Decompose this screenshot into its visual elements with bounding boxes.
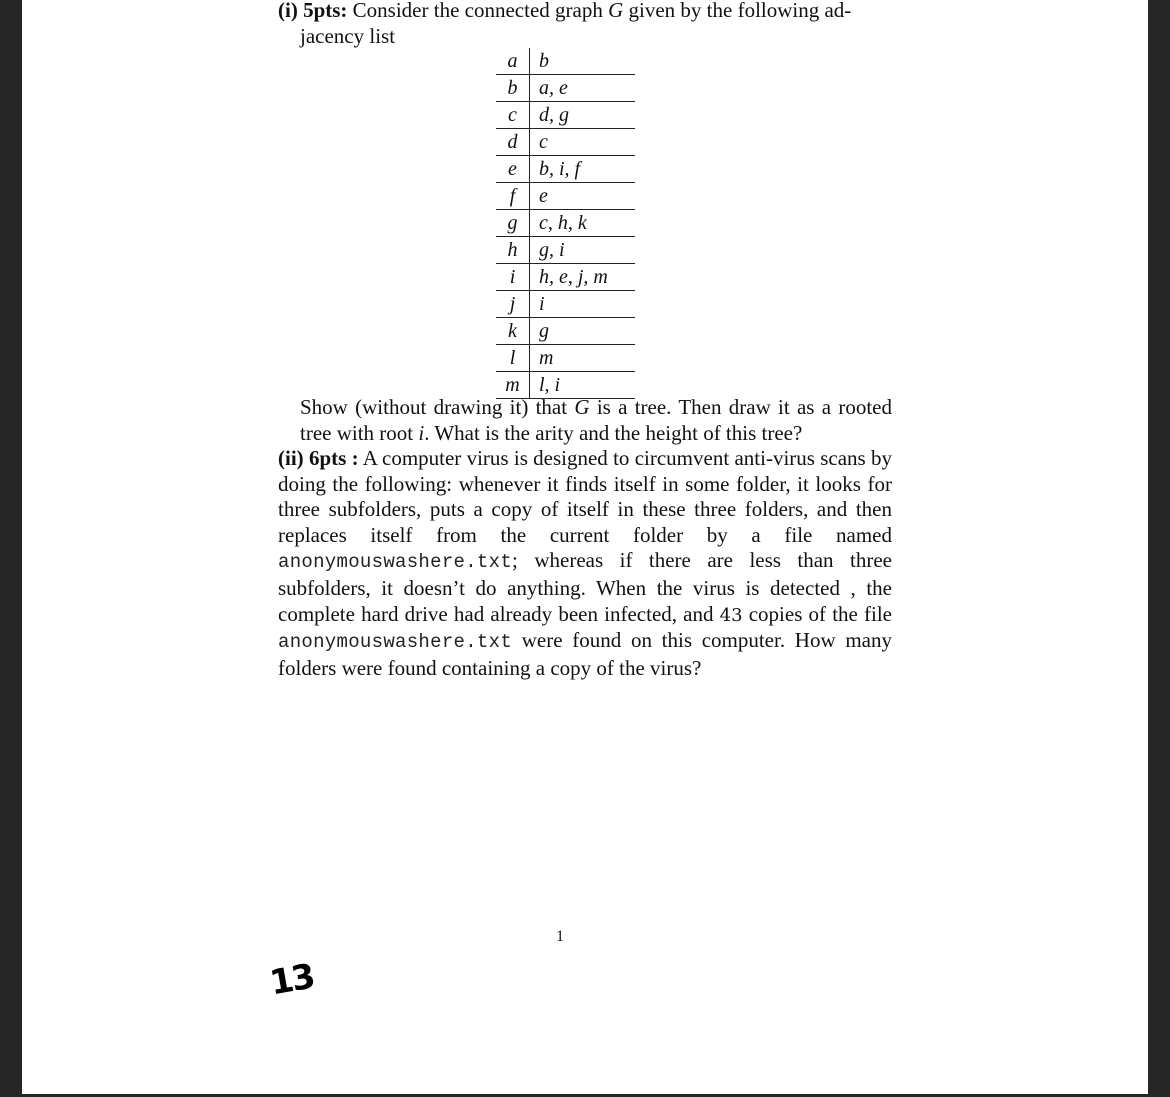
adjacency-vertex: a <box>496 48 530 75</box>
q1-root-var: i <box>418 420 425 445</box>
adjacency-vertex: b <box>496 75 530 102</box>
adjacency-row <box>496 345 635 372</box>
adjacency-vertex: e <box>496 156 530 183</box>
q1-intro-line <box>278 0 898 24</box>
q2-paragraph <box>278 446 892 681</box>
adjacency-vertex: h <box>496 237 530 264</box>
adjacency-neighbors: e <box>530 183 636 210</box>
q2-text-b: ; whereas if there are less than three subfolders, it doesn’t do anything. When the virus is detected , the complete hard drive had already been infected, and <box>278 548 892 626</box>
adjacency-vertex: d <box>496 129 530 156</box>
adjacency-vertex: c <box>496 102 530 129</box>
adjacency-neighbors: a, e <box>530 75 636 102</box>
adjacency-row <box>496 264 635 291</box>
page-number: 1 <box>556 928 564 945</box>
q1-intro-continuation: jacency list <box>300 23 396 48</box>
adjacency-row <box>496 75 635 102</box>
q2-text-a: A computer virus is designed to circumvent anti-virus scans by doing the following: whenever it finds itself in some folder, it looks for three subfolders, puts a copy of itself in these three folders, and then replaces itself from the current folder by a file named <box>278 446 892 547</box>
adjacency-neighbors: i <box>530 291 636 318</box>
adjacency-row <box>496 237 635 264</box>
adjacency-vertex: l <box>496 345 530 372</box>
adjacency-vertex: f <box>496 183 530 210</box>
adjacency-vertex: m <box>496 372 530 399</box>
adjacency-row <box>496 183 635 210</box>
adjacency-row <box>496 318 635 345</box>
q1-question-c: . What is the arity and the height of this tree? <box>424 420 803 445</box>
adjacency-neighbors: c <box>530 129 636 156</box>
adjacency-vertex: k <box>496 318 530 345</box>
adjacency-row <box>496 48 635 75</box>
q2-count: 43 <box>719 604 743 626</box>
q2-filename-2: anonymouswashere.txt <box>278 631 513 654</box>
q1-question-a: Show (without drawing it) that <box>300 395 575 419</box>
q2-text-c: copies of the file <box>742 601 892 626</box>
q1-intro-b: given by the following ad- <box>623 0 852 22</box>
adjacency-row <box>496 129 635 156</box>
adjacency-row <box>496 156 635 183</box>
q1-graph-var: G <box>608 0 624 22</box>
adjacency-vertex: j <box>496 291 530 318</box>
q2-text-d: were found on this computer. How many folders were found containing a copy of the virus? <box>278 628 892 680</box>
adjacency-neighbors: b, i, f <box>530 156 636 183</box>
adjacency-neighbors: c, h, k <box>530 210 636 237</box>
q2-filename-1: anonymouswashere.txt <box>278 551 513 574</box>
q2-label: (ii) 6pts : <box>278 446 359 470</box>
adjacency-neighbors: l, i <box>530 372 636 399</box>
adjacency-vertex: i <box>496 264 530 291</box>
adjacency-vertex: g <box>496 210 530 237</box>
adjacency-table <box>496 48 635 399</box>
handwritten-note: 13 <box>266 956 317 1004</box>
adjacency-neighbors: m <box>530 345 636 372</box>
q1-intro-a: Consider the connected graph <box>347 0 609 22</box>
adjacency-neighbors: b <box>530 48 636 75</box>
adjacency-neighbors: h, e, j, m <box>530 264 636 291</box>
adjacency-neighbors: g <box>530 318 636 345</box>
adjacency-row <box>496 102 635 129</box>
adjacency-row <box>496 210 635 237</box>
q1-question-var: G <box>574 395 590 419</box>
adjacency-row <box>496 291 635 318</box>
q1-question <box>300 395 892 446</box>
adjacency-neighbors: d, g <box>530 102 636 129</box>
q1-label: (i) 5pts: <box>278 0 348 22</box>
q1-question-b: is a tree. Then draw it as a rooted tree with root <box>300 395 892 445</box>
adjacency-neighbors: g, i <box>530 237 636 264</box>
